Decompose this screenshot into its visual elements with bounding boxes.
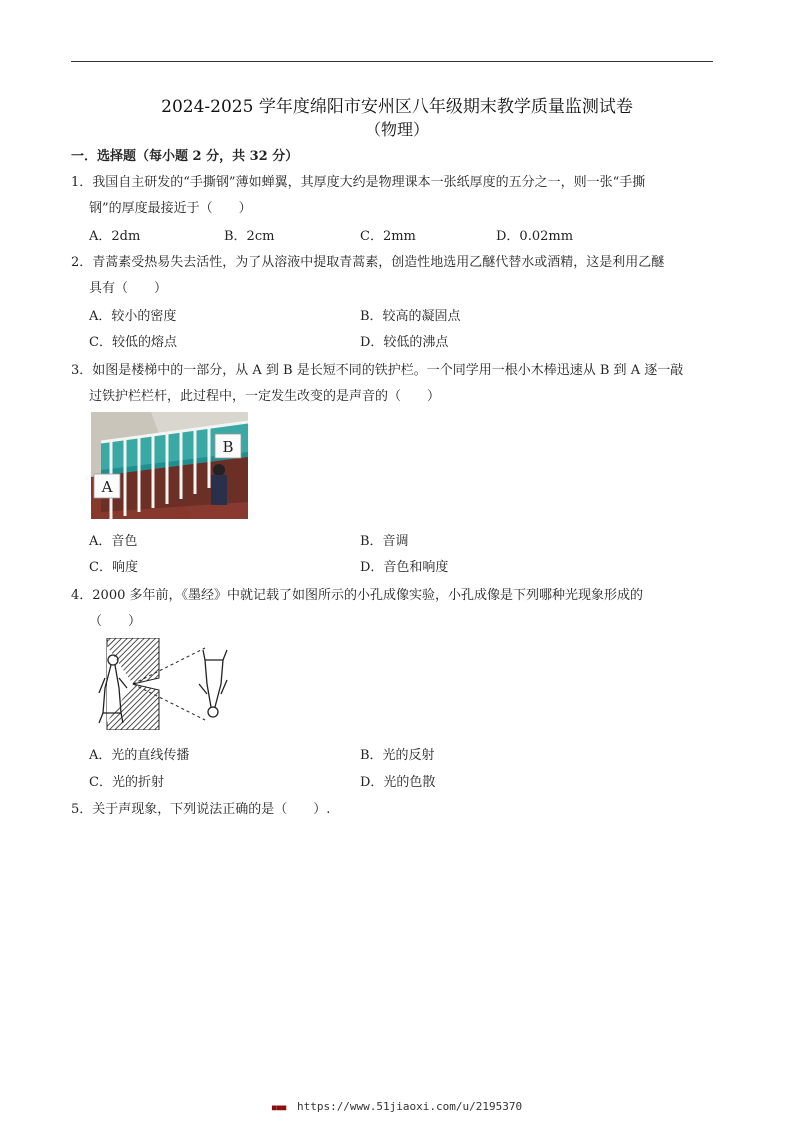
page-subtitle: （物理） [364, 120, 429, 139]
question-1-line-1: 1．我国自主研发的“手撕钢”薄如蝉翼，其厚度大约是物理课本一张纸厚度的五分之一，则一张“手撕 [71, 175, 646, 190]
question-3-line-1: 3．如图是楼梯中的一部分，从 A 到 B 是长短不同的铁护栏。一个同学用一根小木棒迅速从 B 到 A 逐一敲 [71, 363, 684, 378]
q1-option-c[interactable]: C．2mm [360, 229, 416, 244]
label-a: A [101, 478, 113, 496]
q4-option-d[interactable]: D．光的色散 [360, 775, 436, 790]
question-1-line-2: 钢”的厚度最接近于（ ） [89, 201, 252, 216]
footer-logo: ■■■ [271, 1103, 287, 1112]
q4-option-b[interactable]: B．光的反射 [360, 748, 435, 763]
q1-option-b[interactable]: B．2cm [224, 229, 275, 244]
q1-option-d[interactable]: D．0.02mm [496, 229, 574, 244]
q4-option-c[interactable]: C．光的折射 [89, 775, 164, 790]
question-2-line-1: 2．青蒿素受热易失去活性，为了从溶液中提取青蒿素，创造性地选用乙醚代替水或酒精，这是利用乙醚 [71, 255, 665, 270]
question-5-line-1: 5．关于声现象，下列说法正确的是（ ）. [71, 802, 331, 817]
question-2-line-2: 具有（ ） [89, 281, 168, 296]
q2-option-d[interactable]: D．较低的沸点 [360, 335, 449, 350]
footer [0, 1100, 794, 1113]
q2-option-a[interactable]: A．较小的密度 [89, 309, 177, 324]
header-rule [71, 61, 713, 62]
q3-option-c[interactable]: C．响度 [89, 560, 138, 575]
question-4-line-2: （ ） [89, 614, 142, 629]
q3-option-b[interactable]: B．音调 [360, 534, 409, 549]
question-3-line-2: 过铁护栏栏杆，此过程中，一定发生改变的是声音的（ ） [89, 389, 441, 404]
question-4-line-1: 4．2000 多年前，《墨经》中就记载了如图所示的小孔成像实验，小孔成像是下列哪种光现象形成的 [71, 588, 643, 603]
section-heading: 一．选择题（每小题 2 分，共 32 分） [71, 149, 299, 164]
q3-option-a[interactable]: A．音色 [89, 534, 138, 549]
q1-option-a[interactable]: A．2dm [89, 229, 141, 244]
q2-option-c[interactable]: C．较低的熔点 [89, 335, 177, 350]
stair-railing-photo [91, 412, 248, 519]
q4-option-a[interactable]: A．光的直线传播 [89, 748, 190, 763]
label-b: B [222, 438, 234, 456]
q2-option-b[interactable]: B．较高的凝固点 [360, 309, 461, 324]
page-title: 2024-2025 学年度绵阳市安州区八年级期末教学质量监测试卷 [161, 97, 633, 117]
footer-link[interactable]: https://www.51jiaoxi.com/u/2195370 [296, 1100, 523, 1113]
pinhole-imaging-diagram [93, 638, 233, 730]
q3-option-d[interactable]: D．音色和响度 [360, 560, 449, 575]
